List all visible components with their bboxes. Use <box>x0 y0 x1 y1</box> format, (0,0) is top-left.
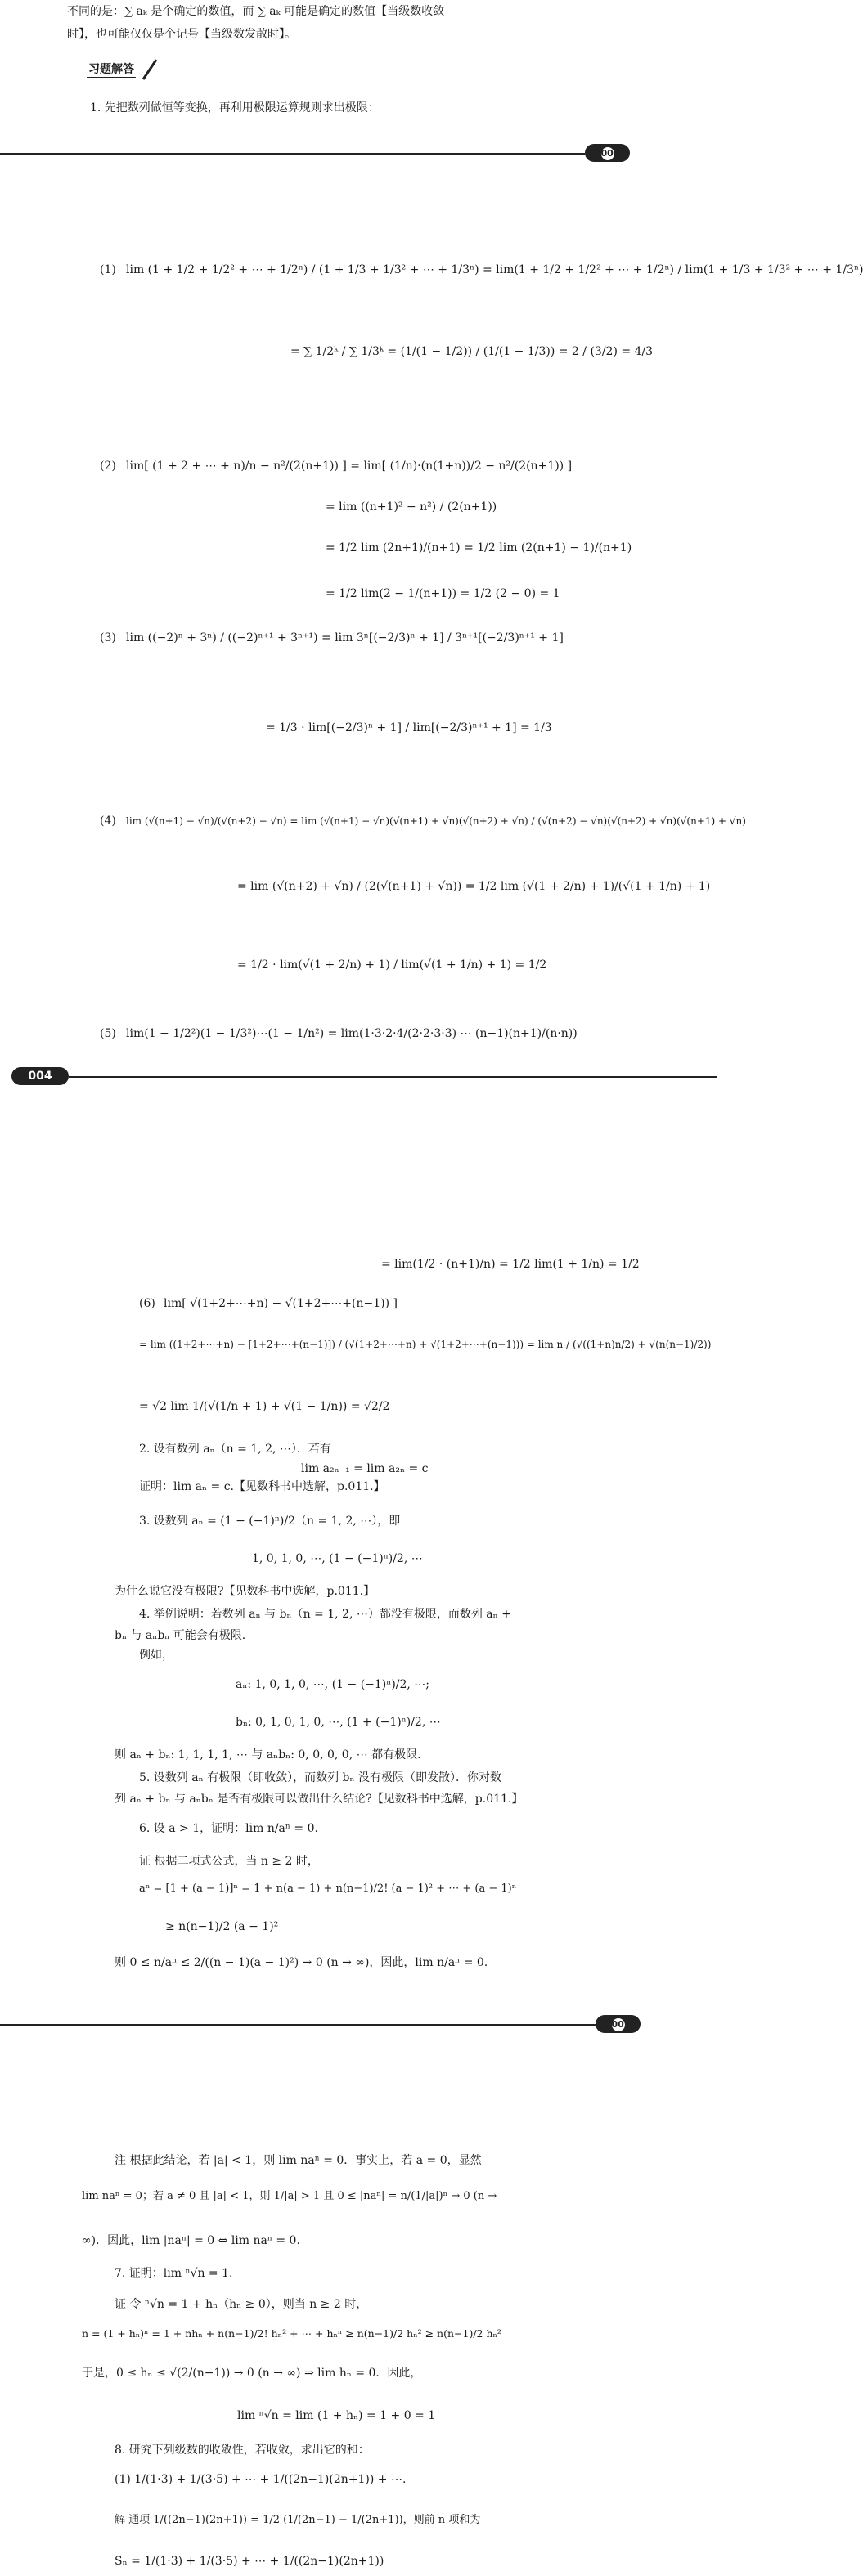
equation: = 1/2 lim (2n+1)/(n+1) = 1/2 lim (2(n+1) − 1)/(n+1) <box>326 541 632 554</box>
exercise-item: 3. 设数列 aₙ = (1 − (−1)ⁿ)/2（n = 1, 2, ⋯），即 <box>139 1515 401 1528</box>
text-line: 不同的是：∑ aₖ 是个确定的数值，而 ∑ aₖ 可能是确定的数值【当级数收敛 <box>67 5 445 18</box>
equation: lim[ √(1+2+⋯+n) − √(1+2+⋯+(n−1)) ] <box>164 1297 398 1310</box>
equation: aₙ: 1, 0, 1, 0, ⋯, (1 − (−1)ⁿ)/2, ⋯; <box>236 1678 430 1691</box>
equation: lim(1 − 1/2²)(1 − 1/3²)⋯(1 − 1/n²) = lim(1·3·2·4/(2·2·3·3) ⋯ (n−1)(n+1)/(n·n)) <box>126 1027 578 1040</box>
page-number-badge <box>585 144 630 162</box>
equation-label: (6) <box>139 1297 155 1310</box>
text-line: 列 aₙ + bₙ 与 aₙbₙ 是否有极限可以做出什么结论?【见数科书中选解，p.011.】 <box>115 1793 524 1806</box>
equation: = lim ((n+1)² − n²) / (2(n+1)) <box>326 500 497 514</box>
equation: bₙ: 0, 1, 0, 1, 0, ⋯, (1 + (−1)ⁿ)/2, ⋯ <box>236 1716 441 1729</box>
equation: = 1/2 · lim(√(1 + 2/n) + 1) / lim(√(1 + 1/n) + 1) = 1/2 <box>237 958 547 972</box>
exercise-item: 6. 设 a > 1，证明：lim n/aⁿ = 0. <box>139 1822 318 1835</box>
exercise-item: 7. 证明：lim ⁿ√n = 1. <box>115 2267 233 2280</box>
page-divider <box>0 153 585 155</box>
equation: ≥ n(n−1)/2 (a − 1)² <box>165 1920 279 1933</box>
page-number: 004 <box>21 1070 58 1083</box>
proof-line: 证 令 ⁿ√n = 1 + hₙ（hₙ ≥ 0），则当 n ≥ 2 时， <box>115 2298 368 2311</box>
equation: = 1/2 lim(2 − 1/(n+1)) = 1/2 (2 − 0) = 1 <box>326 587 560 600</box>
section-heading: 习题解答 <box>88 63 134 76</box>
text-line: ∞)．因此，lim |naⁿ| = 0 ⇔ lim naⁿ = 0. <box>82 2234 300 2247</box>
proof-line: 证 根据二项式公式，当 n ≥ 2 时， <box>139 1855 319 1868</box>
equation: 于是，0 ≤ hₙ ≤ √(2/(n−1)) → 0 (n → ∞) ⇒ lim hₙ = 0．因此， <box>82 2367 422 2380</box>
equation: Sₙ = 1/(1·3) + 1/(3·5) + ⋯ + 1/((2n−1)(2n+1)) <box>115 2555 384 2568</box>
exercise-item: 2. 设有数列 aₙ（n = 1, 2, ⋯）．若有 <box>139 1443 331 1456</box>
exercise-item: 8. 研究下列级数的收敛性，若收敛，求出它的和： <box>115 2444 370 2457</box>
heading-underline <box>87 77 136 78</box>
equation: n = (1 + hₙ)ⁿ = 1 + nhₙ + n(n−1)/2! hₙ² + ⋯ + hₙⁿ ≥ n(n−1)/2 hₙ² ≥ n(n−1)/2 hₙ² <box>82 2327 501 2340</box>
equation: = √2 lim 1/(√(1/n + 1) + √(1 − 1/n)) = √2/2 <box>139 1400 390 1413</box>
equation: = 1/3 · lim[(−2/3)ⁿ + 1] / lim[(−2/3)ⁿ⁺¹ + 1] = 1/3 <box>266 721 552 734</box>
text-line: 为什么说它没有极限?【见数科书中选解，p.011.】 <box>115 1585 375 1598</box>
equation: lim ⁿ√n = lim (1 + hₙ) = 1 + 0 = 1 <box>237 2409 436 2422</box>
equation: lim (√(n+1) − √n)/(√(n+2) − √n) = lim (√(n+1) − √n)(√(n+1) + √n)(√(n+2) + √n) / (√(n+2) − √n)(√(n+2) + √n)(√(n+1) + √n) <box>126 815 746 827</box>
equation: 解 通项 1/((2n−1)(2n+1)) = 1/2 (1/(2n−1) − 1/(2n+1))，则前 n 项和为 <box>115 2514 481 2526</box>
equation: lim a₂ₙ₋₁ = lim a₂ₙ = c <box>301 1462 429 1475</box>
equation: = ∑ 1/2ᵏ / ∑ 1/3ᵏ = (1/(1 − 1/2)) / (1/(1 − 1/3)) = 2 / (3/2) = 4/3 <box>290 345 654 358</box>
exercise-item: 1. 先把数列做恒等变换，再利用极限运算规则求出极限： <box>90 101 380 114</box>
equation: 1, 0, 1, 0, ⋯, (1 − (−1)ⁿ)/2, ⋯ <box>252 1552 423 1565</box>
pen-icon <box>141 57 159 82</box>
equation: lim naⁿ = 0；若 a ≠ 0 且 |a| < 1，则 1/|a| > 1 且 0 ≤ |naⁿ| = n/(1/|a|)ⁿ → 0 (n → <box>82 2190 497 2202</box>
text-line: 证明：lim aₙ = c.【见数科书中选解，p.011.】 <box>139 1480 385 1493</box>
equation: lim (1 + 1/2 + 1/2² + ⋯ + 1/2ⁿ) / (1 + 1/3 + 1/3² + ⋯ + 1/3ⁿ) = lim(1 + 1/2 + 1/2² + ⋯ + 1/2ⁿ) / lim(1 + 1/3 + 1/3² + ⋯ + 1/3ⁿ) <box>126 263 863 276</box>
note-line: 注 根据此结论，若 |a| < 1，则 lim naⁿ = 0．事实上，若 a = 0，显然 <box>115 2154 482 2167</box>
equation-label: (3) <box>100 631 116 644</box>
equation-label: (5) <box>100 1027 116 1040</box>
page-divider <box>0 2024 596 2026</box>
equation: (1) 1/(1·3) + 1/(3·5) + ⋯ + 1/((2n−1)(2n+1)) + ⋯. <box>115 2473 407 2486</box>
equation: = lim(1/2 · (n+1)/n) = 1/2 lim(1 + 1/n) = 1/2 <box>381 1258 640 1271</box>
exercise-item: 4. 举例说明：若数列 aₙ 与 bₙ（n = 1, 2, ⋯）都没有极限，而数列 aₙ + <box>139 1608 511 1621</box>
text-line: 时】，也可能仅仅是个记号【当级数发散时】。 <box>67 28 296 41</box>
equation: aⁿ = [1 + (a − 1)]ⁿ = 1 + n(a − 1) + n(n−1)/2! (a − 1)² + ⋯ + (a − 1)ⁿ <box>139 1883 517 1895</box>
equation: lim[ (1 + 2 + ⋯ + n)/n − n²/(2(n+1)) ] = lim[ (1/n)·(n(1+n))/2 − n²/(2(n+1)) ] <box>126 460 573 473</box>
equation-label: (4) <box>100 815 116 828</box>
exercise-item: 5. 设数列 aₙ 有极限（即收敛），而数列 bₙ 没有极限（即发散）．你对数 <box>139 1771 502 1784</box>
text-line: 例如， <box>139 1649 173 1662</box>
page-number: 005 <box>611 2019 631 2030</box>
equation-label: (2) <box>100 460 116 473</box>
equation: = lim ((1+2+⋯+n) − [1+2+⋯+(n−1)]) / (√(1+2+⋯+n) + √(1+2+⋯+(n−1))) = lim n / (√((1+n)n/2) + √(n(n−1)/2)) <box>139 1339 712 1350</box>
page-divider <box>69 1076 717 1078</box>
page-number: 003 <box>600 148 620 159</box>
page-number-badge <box>596 2015 641 2033</box>
equation-label: (1) <box>100 263 116 276</box>
equation: 则 0 ≤ n/aⁿ ≤ 2/((n − 1)(a − 1)²) → 0 (n → ∞)，因此，lim n/aⁿ = 0. <box>115 1956 488 1969</box>
equation: = lim (√(n+2) + √n) / (2(√(n+1) + √n)) = 1/2 lim (√(1 + 2/n) + 1)/(√(1 + 1/n) + 1) <box>237 880 711 893</box>
text-line: 则 aₙ + bₙ: 1, 1, 1, 1, ⋯ 与 aₙbₙ: 0, 0, 0, 0, ⋯ 都有极限. <box>115 1748 421 1761</box>
page-number-badge <box>11 1067 69 1085</box>
equation: lim ((−2)ⁿ + 3ⁿ) / ((−2)ⁿ⁺¹ + 3ⁿ⁺¹) = lim 3ⁿ[(−2/3)ⁿ + 1] / 3ⁿ⁺¹[(−2/3)ⁿ⁺¹ + 1] <box>126 631 564 644</box>
text-line: bₙ 与 aₙbₙ 可能会有极限. <box>115 1629 246 1642</box>
